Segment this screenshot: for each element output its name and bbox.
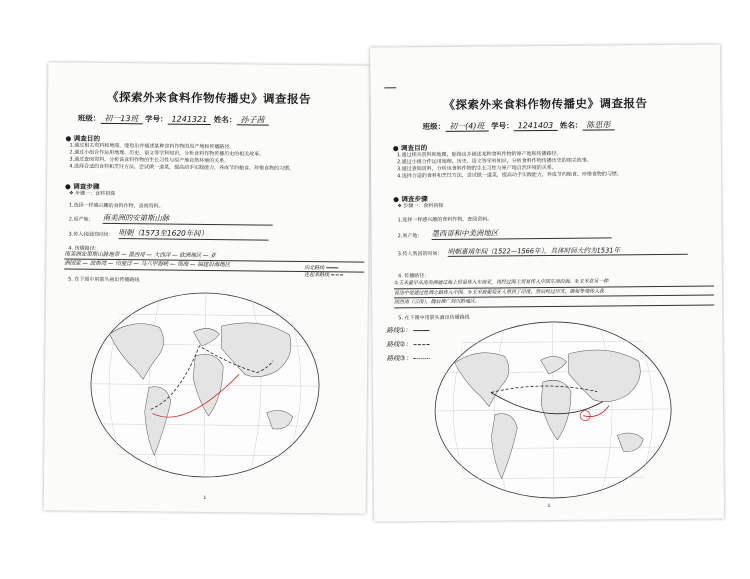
class-label: 班级： <box>77 113 101 123</box>
route-answer-line-3: 国西南（云南），随后推广到川黔地区。 <box>394 296 714 308</box>
legend-item-3 <box>387 351 431 365</box>
legend-line-dashed <box>331 274 343 275</box>
class-label: 班级： <box>422 121 446 132</box>
name-value: 陈思彤 <box>582 120 614 130</box>
step-one-text: 步骤一：食料初探 <box>75 190 116 198</box>
pen-mark <box>384 87 396 88</box>
class-value: 初一13班 <box>100 114 142 124</box>
section-steps-heading: ● 调查步骤 <box>65 182 100 191</box>
student-id-value: 1241403 <box>514 121 558 131</box>
question-1: 1.选择一样感兴趣的食料作物，查阅资料。 <box>397 216 493 224</box>
question-route-label: 4. 传播路径： <box>397 273 430 280</box>
section-purpose-heading: ● 调查目的 <box>392 144 428 153</box>
page-number: 1 <box>203 495 207 502</box>
question-time-label: 3.传入我国的时间： <box>68 231 114 239</box>
legend-label-3: 路线③： <box>386 354 413 363</box>
purpose-line: 4.选择合适的食料和烹饪方法，尝试做一道菜，提高动手实践能力，养成节约粮食、珍惜食物的习惯。 <box>69 163 295 172</box>
purpose-line: 2.通过小组合作运用地理、历史、语文等学科知识，分析食料作物传播历史的相关故事。 <box>396 157 592 166</box>
origin-answer: 墨西哥和中美洲地区 <box>432 226 612 240</box>
question-origin-label: 2.原产地： <box>68 216 94 223</box>
section-purpose-text: 调查目的 <box>73 134 101 143</box>
route-answer <box>394 277 714 309</box>
world-map-right <box>432 319 674 501</box>
student-info-row <box>78 113 269 126</box>
question-origin-label: 2.原产地： <box>397 233 423 240</box>
page-number: 1 <box>547 503 551 510</box>
step-one-heading: ❖ 步骤一：食料初探 <box>397 202 444 210</box>
origin-answer: 南美洲的安第斯山脉 <box>103 212 273 226</box>
question-draw-route: 5. 在下图中用箭头画出传播路线 <box>68 276 140 284</box>
purpose-line: 1.通过相关资料和地图，能指出并描述某种食料作物的原产地和传播路径。 <box>396 150 562 159</box>
route-answer-line-2: 洲国家 — 波斯湾 — 印度洋 — 马六甲海峡 — 南海 — 福建沿海地区 <box>64 260 364 273</box>
legend-label-1: 路线①： <box>386 326 412 335</box>
report-title: 《探索外来食料作物传播史》调查报告 <box>443 96 648 112</box>
student-id-label: 学号： <box>145 114 168 124</box>
step-one-text: 步骤一：食料初探 <box>403 202 444 210</box>
legend-line-3 <box>414 358 430 359</box>
report-title: 《探索外来食料作物传播史》调查报告 <box>106 89 312 107</box>
legend-label-2: 连起来路线 <box>304 272 330 279</box>
student-info-row <box>423 119 615 132</box>
legend-item-1 <box>386 323 430 337</box>
section-purpose-text: 调查目的 <box>400 144 428 153</box>
question-route-label: 4. 传播路径： <box>68 245 100 252</box>
left-report-sheet <box>44 62 371 513</box>
student-id-value: 1241321 <box>168 115 212 125</box>
legend-label-1: 向北路线 <box>304 265 325 272</box>
route-legend <box>304 265 343 279</box>
route-answer-line-2: 说法中是通过丝绸之路传入中国。③玉米被葡萄牙人带到了印度，然后经过印支，缅甸等地传入我 <box>394 286 714 298</box>
route-answer-line-1: 南美洲安第斯山脉地带 — 墨西哥 — 大西洋 — 欧洲地区 — 亚 <box>64 251 364 264</box>
legend-item-2 <box>304 272 343 279</box>
question-1: 1.选择一样感兴趣的食料作物，查阅资料。 <box>68 202 164 210</box>
purpose-line: 4.选择合适的食料和烹饪方法，尝试做一道菜，提高动手实践能力，养成节约粮食、珍惜食物的习惯。 <box>397 171 622 180</box>
route-legend <box>386 323 430 365</box>
section-steps-text: 调查步骤 <box>73 182 100 191</box>
name-label: 姓名： <box>213 115 237 125</box>
class-value: 初一(4)班 <box>445 122 488 132</box>
section-steps-text: 调查步骤 <box>401 195 428 204</box>
legend-line-solid <box>326 267 338 268</box>
world-map-left <box>88 289 322 481</box>
student-id-label: 学号： <box>491 121 514 131</box>
question-time-label: 3.传入我国的时间： <box>397 250 443 258</box>
route-answer-line-1: ①玉米最早从南美洲通过海上贸易传入东南亚，再经过海上贸易传入中国东南沿海。②玉米在另一种 <box>394 277 714 289</box>
purpose-line: 2.通过小组合作运用地理、历史、语文等学科知识，分析食料作物传播历史的相关故事。 <box>69 149 265 158</box>
legend-item-2 <box>386 337 430 351</box>
legend-label-2: 路线②： <box>386 340 412 349</box>
right-report-sheet <box>370 44 724 521</box>
legend-line-1 <box>414 330 430 331</box>
time-answer: 明朝（1573至1620年间） <box>119 227 269 241</box>
question-draw-route: 5. 在下图中用箭头画出传播路线 <box>398 314 470 322</box>
purpose-line: 1.通过相关资料和地图，能指出并描述某种食料作物的原产地和传播路径。 <box>69 142 235 151</box>
name-label: 姓名： <box>559 120 583 130</box>
legend-line-2 <box>414 344 430 345</box>
section-steps-heading: ● 调查步骤 <box>393 195 428 204</box>
purpose-line: 3.通过查阅资料，分析该食料作物的生长习性与原产地自然环境的关系。 <box>396 164 557 173</box>
purpose-line: 3.通过查阅资料，分析该食料作物的生长习性与原产地自然环境的关系。 <box>69 156 230 165</box>
step-one-heading: ❖ 步骤一：食料初探 <box>68 190 116 198</box>
name-value: 孙子茜 <box>236 115 268 125</box>
time-answer: 明朝嘉靖年间（1522—1566年），具体时间大约为1531年 <box>448 244 688 257</box>
section-purpose-heading: ● 调查目的 <box>65 134 101 143</box>
